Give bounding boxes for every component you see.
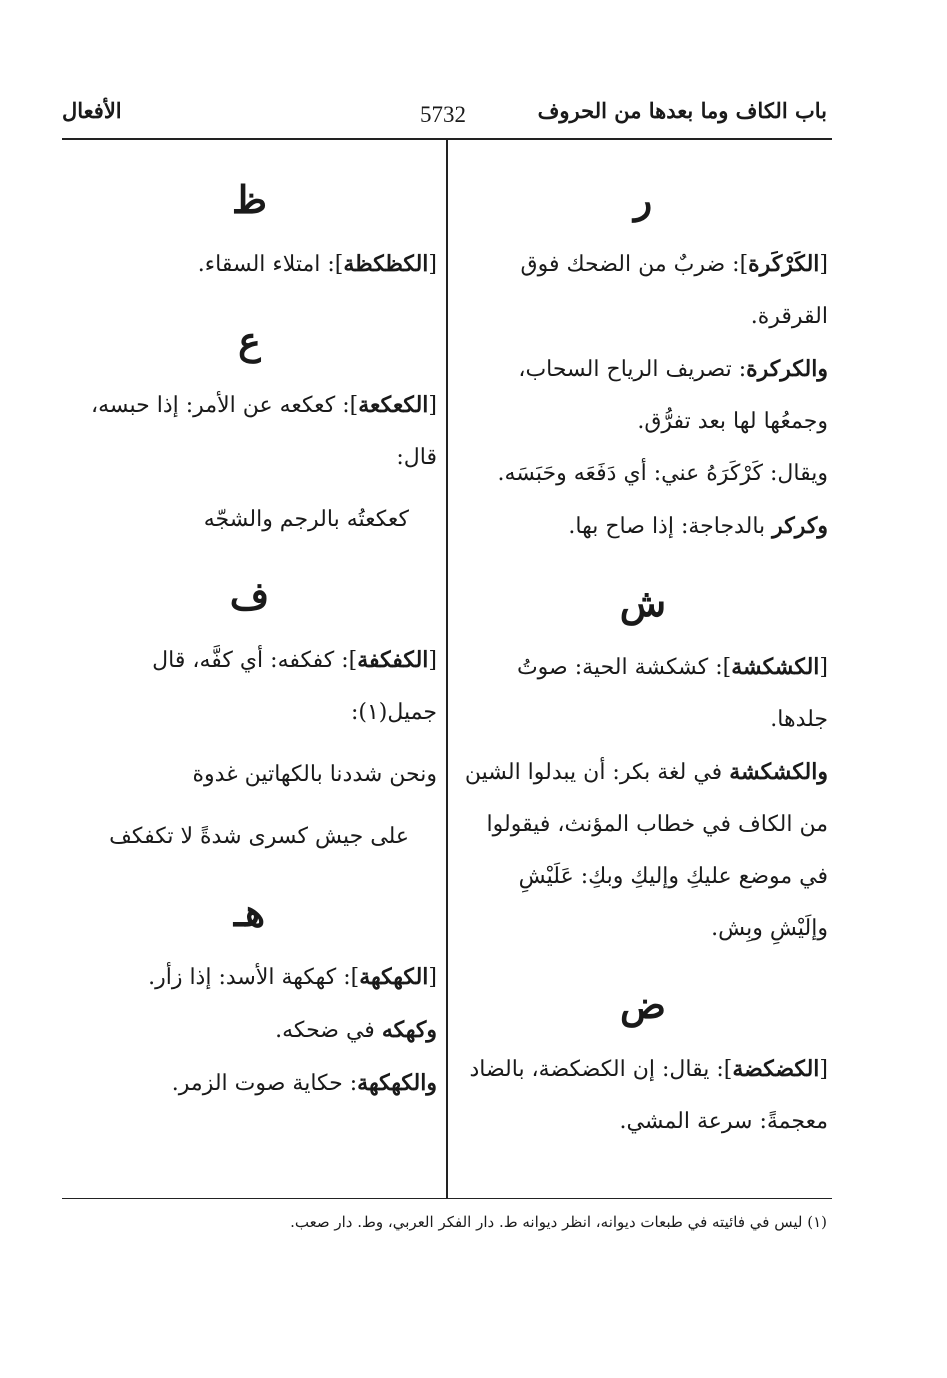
entry-head: وكركر	[772, 513, 828, 539]
verse-line: كعكعتُه بالرجم والشجّه	[203, 507, 409, 532]
entry-text: ]: كعكعه عن الأمر: إذا حبسه، قال:	[91, 393, 437, 470]
entry-head: وكهكه	[381, 1017, 437, 1043]
entry-text: بالدجاجة: إذا صاح بها.	[568, 514, 773, 539]
section-letter-fa: ف	[229, 573, 270, 618]
section-letter-shin: ش	[619, 580, 667, 625]
page-number: 5732	[420, 102, 466, 127]
entry-text: : تصريف الرياح السحاب، وجمعُها لها بعد تفرُّق.	[518, 357, 828, 434]
running-header-topic: الأفعال	[62, 98, 122, 123]
entry-karkara-3: ويقال: كَرْكَرَهُ عني: أي دَفَعَه وحَبَسَه.	[497, 461, 828, 486]
running-header-section: باب الكاف وما بعدها من الحروف	[537, 98, 827, 123]
entry-kahkaha: [الكهكهة]: كهكهة الأسد: إذا زأر.	[148, 964, 437, 990]
entry-head: والكهكهة	[357, 1070, 437, 1096]
entry-text: ]: كهكهة الأسد: إذا زأر.	[148, 965, 360, 990]
entry-kaka: [الكعكعة]: كعكعه عن الأمر: إذا حبسه، قال:	[91, 392, 437, 470]
section-letter-za: ظ	[231, 177, 268, 222]
entry-text: ]: كشكشة الحية: صوتُ جلدها.	[516, 655, 828, 732]
footnote: (١) ليس في فائيته في طبعات ديوانه، انظر ديوانه ط. دار الفكر العربي، وط. دار صعب.	[290, 1213, 827, 1231]
right-column	[458, 150, 828, 1148]
entry-head: الكهكهة	[359, 964, 429, 990]
column-divider	[446, 140, 448, 1198]
entry-text: في ضحكه.	[275, 1018, 382, 1043]
section-letter-ha: هـ	[233, 890, 266, 935]
entry-karkara: [الكَرْكَرة]: ضربٌ من الضحك فوق القرقرة.	[520, 251, 828, 329]
entry-head: الكشكشة	[731, 654, 820, 680]
entry-kashkasha-2	[458, 746, 828, 955]
entry-head: الكَرْكَرة	[748, 251, 820, 277]
entry-kadkada: [الكضكضة]: يقال: إن الكضكضة، بالضاد معجمةً: سرعة المشي.	[469, 1056, 828, 1134]
entry-head: الكضكضة	[732, 1056, 820, 1082]
entry-karkara-2	[458, 343, 828, 448]
left-column	[62, 150, 437, 1110]
entry-head: الكفكفة	[357, 647, 429, 673]
entry-text: ]: امتلاء السقاء.	[197, 252, 344, 277]
entry-head: والكركرة	[746, 356, 828, 382]
entry-head: الكعكعة	[358, 392, 429, 418]
entry-text: : حكاية صوت الزمر.	[171, 1071, 358, 1096]
section-letter-ayn: ع	[238, 318, 261, 363]
verse-line-2: على جيش كسرى شدةً لا تكفكف	[109, 824, 409, 849]
entry-text: في لغة بكر: أن يبدلوا الشين من الكاف في خطاب المؤنث، فيقولوا في موضع عليكِ وإليكِ وبكِ: عَلَيْشِ وإلَيْشِ وبِش.	[464, 760, 828, 941]
entry-kashkasha: [الكشكشة]: كشكشة الحية: صوتُ جلدها.	[516, 654, 828, 732]
footnote-rule	[62, 1198, 832, 1199]
entry-kazkaza: [الكظكظة]: امتلاء السقاء.	[197, 251, 437, 277]
section-letter-ra: ر	[633, 177, 653, 222]
entry-kahkaha-2	[62, 1004, 437, 1057]
entry-kahkaha-3	[62, 1057, 437, 1110]
entry-text: ]: كفكفه: أي كفَّه، قال جميل(١):	[152, 648, 437, 725]
entry-text: ]: يقال: إن الكضكضة، بالضاد معجمةً: سرعة المشي.	[469, 1057, 828, 1134]
entry-head: الكظكظة	[343, 251, 429, 277]
entry-kafkafa: [الكفكفة]: كفكفه: أي كفَّه، قال جميل(١):	[152, 647, 437, 725]
entry-karkar-4	[458, 500, 828, 553]
entry-head: والكشكشة	[729, 759, 828, 785]
verse-line-1: ونحن شددنا بالكهاتين غدوة	[192, 762, 437, 787]
section-letter-dad: ض	[620, 982, 666, 1027]
